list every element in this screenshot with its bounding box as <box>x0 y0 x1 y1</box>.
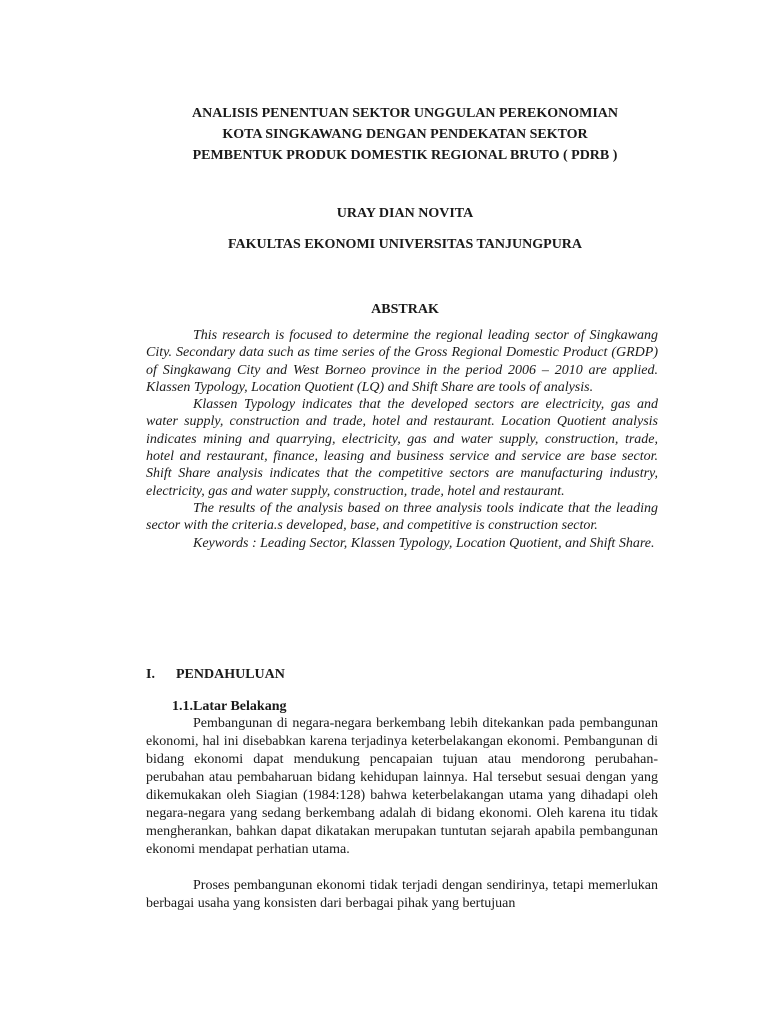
section-heading <box>146 665 285 685</box>
author-affiliation: FAKULTAS EKONOMI UNIVERSITAS TANJUNGPURA <box>227 237 583 252</box>
subsection-heading: 1.1.Latar Belakang <box>172 699 287 714</box>
abstract-paragraph: This research is focused to determine the regional leading sector of Singkawang City. Secondary data such as time series of the Gross Regional Domestic Product (GRDP) of Singkawang City and West Borneo province in the period 2006 – 2010 are applied. Klassen Typology, Location Quotient (LQ) and Shift Share are tools of analysis. <box>146 328 658 395</box>
abstract-paragraph: The results of the analysis based on three analysis tools indicate that the leading sector with the criteria.s developed, base, and competitive is construction sector. <box>146 500 658 534</box>
abstract-body <box>146 327 658 552</box>
title-line-2: KOTA SINGKAWANG DENGAN PENDEKATAN SEKTOR <box>222 127 588 142</box>
body-paragraph: Proses pembangunan ekonomi tidak terjadi dengan sendirinya, tetapi memerlukan berbagai usaha yang konsisten dari berbagai pihak yang bertujuan <box>146 878 658 911</box>
abstract-heading: ABSTRAK <box>371 302 439 317</box>
title-line-3: PEMBENTUK PRODUK DOMESTIK REGIONAL BRUTO ( PDRB ) <box>192 148 618 163</box>
section-number: I. <box>146 667 155 682</box>
author-name: URAY DIAN NOVITA <box>336 206 474 221</box>
title-line-1: ANALISIS PENENTUAN SEKTOR UNGGULAN PEREKONOMIAN <box>191 106 619 121</box>
abstract-keywords: Keywords : Leading Sector, Klassen Typology, Location Quotient, and Shift Share. <box>193 535 655 551</box>
paper-title <box>100 103 710 166</box>
body-paragraph: Pembangunan di negara-negara berkembang lebih ditekankan pada pembangunan ekonomi, hal ini disebabkan karena terjadinya keterbelakangan ekonomi. Pembangunan di bidang ekonomi dapat mendukung pencapaian tujuan atau mendorong perubahan-perubahan atau pembaharuan bidang kehidupan lainnya. Hal tersebut sesuai dengan yang dikemukakan oleh Siagian (1984:128) bahwa keterbelakangan utama yang dihadapi oleh negara-negara yang sedang berkembang adalah di bidang ekonomi. Oleh karena itu tidak mengherankan, bahkan dapat dikatakan merupakan tuntutan sejarah apabila pembangunan ekonomi mendapat perhatian utama. <box>146 716 658 857</box>
body-text <box>146 715 658 913</box>
abstract-paragraph: Klassen Typology indicates that the developed sectors are electricity, gas and water supply, construction and trade, hotel and restaurant. Location Quotient analysis indicates mining and quarrying, electricity, gas and water supply, construction, trade, hotel and restaurant, finance, leasing and business service and service are base sector. Shift Share analysis indicates that the competitive sectors are manufacturing industry, electricity, gas and water supply, construction, trade, hotel and restaurant. <box>146 397 658 499</box>
section-title: PENDAHULUAN <box>176 667 285 682</box>
